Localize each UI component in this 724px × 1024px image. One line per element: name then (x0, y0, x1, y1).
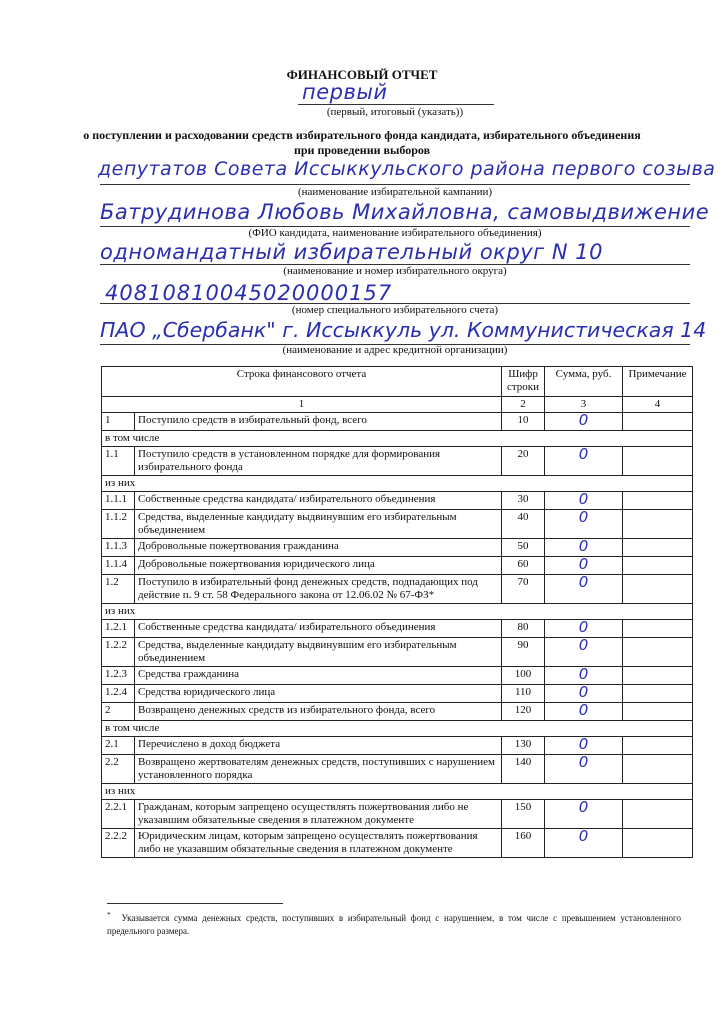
row-code: 140 (502, 755, 545, 784)
table-row (102, 539, 693, 557)
handwritten-sum: 0 (578, 490, 589, 508)
row-number: 1.2.4 (102, 685, 135, 703)
footnote-mark: * (107, 910, 111, 919)
account-number-caption: (номер специального избирательного счета) (291, 304, 499, 316)
table-section-row (102, 784, 693, 800)
col-number-4: 4 (623, 397, 693, 413)
col-number-3: 3 (545, 397, 623, 413)
row-note (623, 800, 693, 829)
row-sum (545, 667, 623, 685)
row-code: 100 (502, 667, 545, 685)
row-label: Гражданам, которым запрещено осуществлять пожертвования либо не указавшим обязательные сведения в платежном документе (135, 800, 502, 829)
subject-line-2: при проведении выборов (293, 143, 431, 157)
row-number: 1.1.1 (102, 492, 135, 510)
district-caption: (наименование и номер избирательного округа) (283, 265, 507, 277)
row-number: 1.2.3 (102, 667, 135, 685)
row-code: 90 (502, 638, 545, 667)
row-note (623, 829, 693, 858)
handwritten-sum: 0 (578, 636, 589, 654)
row-code: 30 (502, 492, 545, 510)
table-row (102, 800, 693, 829)
row-note (623, 620, 693, 638)
bank-caption: (наименование и адрес кредитной организации) (282, 344, 508, 356)
account-number-value: 40810810045020000157 (105, 281, 393, 305)
row-label: Добровольные пожертвования юридического лица (135, 557, 502, 575)
row-label: Перечислено в доход бюджета (135, 737, 502, 755)
row-label: Средства, выделенные кандидату выдвинувшим его избирательным объединением (135, 510, 502, 539)
row-label: Собственные средства кандидата/ избирательного объединения (135, 492, 502, 510)
table-section-row (102, 721, 693, 737)
footnote-divider (107, 903, 283, 904)
row-code: 40 (502, 510, 545, 539)
bank-value: ПАО „Сбербанк" г. Иссыккуль ул. Коммунистическая 14 (100, 318, 707, 342)
table-row (102, 755, 693, 784)
table-row (102, 413, 693, 431)
row-note (623, 413, 693, 431)
row-label: Средства гражданина (135, 667, 502, 685)
row-code: 80 (502, 620, 545, 638)
handwritten-sum: 0 (578, 445, 589, 463)
row-label: Средства юридического лица (135, 685, 502, 703)
section-label: из них (102, 604, 693, 620)
table-row (102, 510, 693, 539)
table-row (102, 703, 693, 721)
row-code: 20 (502, 447, 545, 476)
candidate-name-value: Батрудинова Любовь Михайловна, самовыдвижение (100, 200, 710, 224)
section-label: из них (102, 784, 693, 800)
handwritten-sum: 0 (578, 573, 589, 591)
table-section-row (102, 604, 693, 620)
footnote-text: Указывается сумма денежных средств, поступивших в избирательный фонд с нарушением, в том числе с превышением установленного предельного размера. (107, 913, 681, 936)
row-number: 1.1 (102, 447, 135, 476)
table-row (102, 575, 693, 604)
row-number: 2.2 (102, 755, 135, 784)
subject-line-1: о поступлении и расходовании средств избирательного фонда кандидата, избирательного объединения (83, 128, 641, 142)
row-code: 50 (502, 539, 545, 557)
col-number-2: 2 (502, 397, 545, 413)
row-sum (545, 620, 623, 638)
header-code: Шифр строки (502, 367, 545, 397)
row-note (623, 539, 693, 557)
row-note (623, 703, 693, 721)
handwritten-sum: 0 (578, 683, 589, 701)
report-kind-caption: (первый, итоговый (указать)) (326, 106, 464, 118)
row-sum (545, 557, 623, 575)
row-sum (545, 829, 623, 858)
handwritten-sum: 0 (578, 827, 589, 845)
campaign-name-line (100, 184, 690, 185)
row-note (623, 510, 693, 539)
row-label: Средства, выделенные кандидату выдвинувшим его избирательным объединением (135, 638, 502, 667)
page-title: ФИНАНСОВЫЙ ОТЧЕТ (286, 67, 438, 82)
row-number: 2 (102, 703, 135, 721)
campaign-name-value: депутатов Совета Иссыккульского района первого созыва (98, 158, 716, 180)
row-label: Поступило в избирательный фонд денежных средств, подпадающих под действие п. 9 ст. 58 Федерального закона от 12.06.02 № 67-ФЗ* (135, 575, 502, 604)
table-section-row (102, 431, 693, 447)
row-note (623, 638, 693, 667)
row-label: Возвращено жертвователям денежных средств, поступивших с нарушением установленного порядка (135, 755, 502, 784)
row-sum (545, 447, 623, 476)
section-label: в том числе (102, 721, 693, 737)
row-label: Юридическим лицам, которым запрещено осуществлять пожертвования либо не указавшим обязательные сведения в платежном документе (135, 829, 502, 858)
row-code: 160 (502, 829, 545, 858)
district-value: одномандатный избирательный округ N 10 (100, 240, 603, 264)
row-code: 70 (502, 575, 545, 604)
row-label: Поступило средств в установленном порядке для формирования избирательного фонда (135, 447, 502, 476)
row-note (623, 667, 693, 685)
row-note (623, 557, 693, 575)
row-label: Возвращено денежных средств из избирательного фонда, всего (135, 703, 502, 721)
row-code: 130 (502, 737, 545, 755)
row-sum (545, 413, 623, 431)
row-label: Добровольные пожертвования гражданина (135, 539, 502, 557)
table-row (102, 492, 693, 510)
candidate-name-caption: (ФИО кандидата, наименование избирательного объединения) (248, 227, 542, 239)
row-sum (545, 575, 623, 604)
row-sum (545, 703, 623, 721)
row-note (623, 575, 693, 604)
handwritten-sum: 0 (578, 665, 589, 683)
section-label: в том числе (102, 431, 693, 447)
table-row (102, 667, 693, 685)
table-section-row (102, 476, 693, 492)
row-sum (545, 685, 623, 703)
table-row (102, 638, 693, 667)
table-row (102, 557, 693, 575)
header-line: Строка финансового отчета (102, 367, 502, 397)
table-row (102, 685, 693, 703)
row-number: 1.1.4 (102, 557, 135, 575)
row-sum (545, 800, 623, 829)
handwritten-sum: 0 (578, 701, 589, 719)
col-number-1: 1 (102, 397, 502, 413)
report-kind-value: первый (302, 80, 388, 104)
header-sum: Сумма, руб. (545, 367, 623, 397)
row-number: 1.2.1 (102, 620, 135, 638)
row-code: 120 (502, 703, 545, 721)
row-number: 2.2.1 (102, 800, 135, 829)
row-sum (545, 510, 623, 539)
table-row (102, 447, 693, 476)
row-sum (545, 492, 623, 510)
row-label: Собственные средства кандидата/ избирательного объединения (135, 620, 502, 638)
handwritten-sum: 0 (578, 555, 589, 573)
table-row (102, 620, 693, 638)
row-number: 1.1.2 (102, 510, 135, 539)
row-sum (545, 539, 623, 557)
table-row (102, 737, 693, 755)
row-code: 60 (502, 557, 545, 575)
row-note (623, 685, 693, 703)
row-number: 1 (102, 413, 135, 431)
row-note (623, 755, 693, 784)
row-number: 2.2.2 (102, 829, 135, 858)
row-sum (545, 755, 623, 784)
table-row (102, 829, 693, 858)
row-note (623, 737, 693, 755)
row-note (623, 492, 693, 510)
handwritten-sum: 0 (578, 798, 589, 816)
header-note: Примечание (623, 367, 693, 397)
row-number: 1.1.3 (102, 539, 135, 557)
row-code: 110 (502, 685, 545, 703)
handwritten-sum: 0 (578, 508, 589, 526)
handwritten-sum: 0 (578, 537, 589, 555)
row-number: 2.1 (102, 737, 135, 755)
handwritten-sum: 0 (578, 753, 589, 771)
report-kind-line (298, 104, 494, 105)
campaign-name-caption: (наименование избирательной кампании) (297, 186, 493, 198)
row-code: 10 (502, 413, 545, 431)
section-label: из них (102, 476, 693, 492)
row-number: 1.2 (102, 575, 135, 604)
financial-report-table (101, 366, 693, 858)
row-code: 150 (502, 800, 545, 829)
handwritten-sum: 0 (578, 411, 589, 429)
handwritten-sum: 0 (578, 735, 589, 753)
row-number: 1.2.2 (102, 638, 135, 667)
row-label: Поступило средств в избирательный фонд, всего (135, 413, 502, 431)
handwritten-sum: 0 (578, 618, 589, 636)
row-sum (545, 638, 623, 667)
row-note (623, 447, 693, 476)
report-subject (0, 128, 724, 158)
footnote (107, 908, 681, 938)
row-sum (545, 737, 623, 755)
